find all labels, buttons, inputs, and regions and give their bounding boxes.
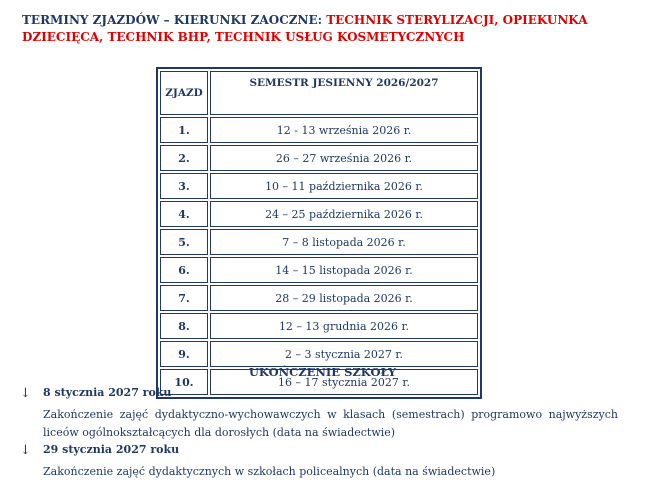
table-row xyxy=(160,145,478,171)
table-row xyxy=(160,341,478,367)
row-date: 26 – 27 września 2026 r. xyxy=(210,145,478,171)
row-date: 10 – 11 października 2026 r. xyxy=(210,173,478,199)
row-number: 8. xyxy=(160,313,208,339)
table-row xyxy=(160,257,478,283)
completion-description: Zakończenie zajęć dydaktycznych w szkołach policealnych (data na świadectwie) xyxy=(43,465,496,478)
row-number: 4. xyxy=(160,201,208,227)
table-row xyxy=(160,285,478,311)
row-number: 3. xyxy=(160,173,208,199)
row-number: 2. xyxy=(160,145,208,171)
down-arrow-icon: ↓ xyxy=(20,443,31,458)
table-row xyxy=(160,201,478,227)
row-number: 10. xyxy=(160,369,208,395)
table-row xyxy=(160,229,478,255)
page-heading xyxy=(22,12,632,46)
row-number: 5. xyxy=(160,229,208,255)
row-date: 2 – 3 stycznia 2027 r. xyxy=(210,341,478,367)
table-row xyxy=(160,313,478,339)
row-date: 7 – 8 listopada 2026 r. xyxy=(210,229,478,255)
row-number: 7. xyxy=(160,285,208,311)
row-number: 9. xyxy=(160,341,208,367)
schedule-table-frame xyxy=(156,67,482,399)
row-number: 1. xyxy=(160,117,208,143)
heading-prefix: TERMINY ZJAZDÓW – KIERUNKI ZAOCZNE: xyxy=(22,13,327,27)
heading-programs: TECHNIK STERYLIZACJI, OPIEKUNKA DZIECIĘCA, TECHNIK BHP, TECHNIK USŁUG KOSMETYCZNYCH xyxy=(22,13,588,44)
completion-date: 29 stycznia 2027 roku xyxy=(43,443,180,456)
row-date: 12 – 13 grudnia 2026 r. xyxy=(210,313,478,339)
header-zjazd: ZJAZD xyxy=(160,71,208,115)
table-row xyxy=(160,117,478,143)
completion-description: Zakończenie zajęć dydaktyczno-wychowawczych w klasach (semestrach) programowo najwyższych liceów ogólnokształcących dla dorosłych (data na świadectwie) xyxy=(43,408,618,439)
header-semestr: SEMESTR JESIENNY 2026/2027 xyxy=(210,71,478,115)
down-arrow-icon: ↓ xyxy=(20,386,31,401)
row-date: 24 – 25 października 2026 r. xyxy=(210,201,478,227)
row-date: 14 – 15 listopada 2026 r. xyxy=(210,257,478,283)
completion-title: UKOŃCZENIE SZKOŁY xyxy=(248,365,397,379)
completion-date: 8 stycznia 2027 roku xyxy=(43,386,172,399)
row-number: 6. xyxy=(160,257,208,283)
row-date: 12 - 13 września 2026 r. xyxy=(210,117,478,143)
schedule-table xyxy=(158,69,480,397)
row-date: 28 – 29 listopada 2026 r. xyxy=(210,285,478,311)
table-header-row xyxy=(160,71,478,115)
table-row xyxy=(160,173,478,199)
row-date: 16 – 17 stycznia 2027 r. xyxy=(210,369,478,395)
